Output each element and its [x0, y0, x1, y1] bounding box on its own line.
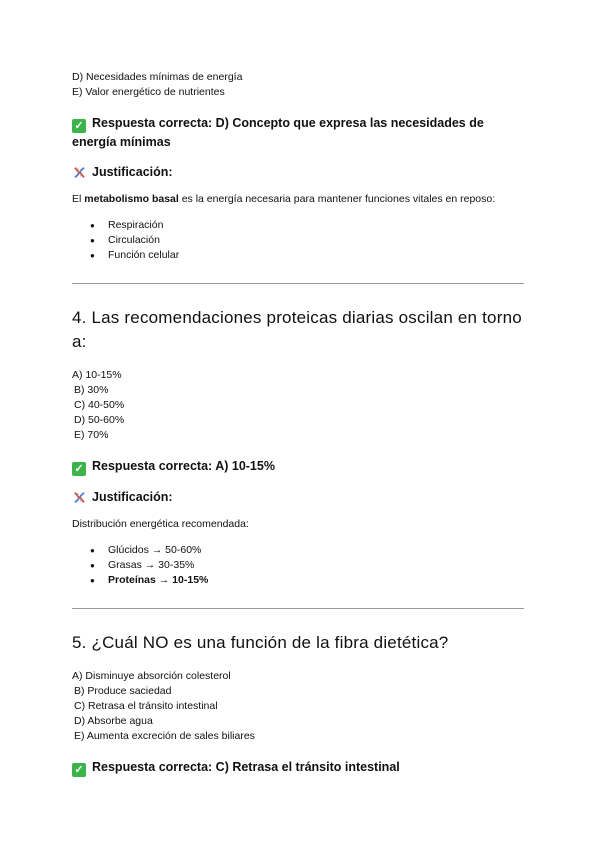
q5-option-c: C) Retrasa el tránsito intestinal: [74, 700, 218, 712]
q4-option-e: E) 70%: [74, 429, 109, 441]
q5-title: 5. ¿Cuál NO es una función de la fibra dietética?: [72, 633, 449, 652]
q3-justification-text: [72, 192, 528, 207]
q3-para-suffix: es la energía necesaria para mantener funciones vitales en reposo:: [178, 193, 496, 205]
q3-correct-answer: [72, 114, 528, 151]
q4-justification-label: Justificación:: [92, 490, 173, 504]
q3-justification-heading: [72, 163, 528, 181]
q4-option-c: C) 40-50%: [74, 399, 125, 411]
q5-options: [72, 669, 528, 744]
q5-option-a: A) Disminuye absorción colesterol: [72, 670, 231, 682]
q4-justification-text: Distribución energética recomendada:: [72, 518, 249, 530]
q5-option-b: B) Produce saciedad: [74, 685, 172, 697]
dna-icon: [72, 490, 87, 505]
q3-para-bold: metabolismo basal: [84, 193, 179, 205]
q4-title: 4. Las recomendaciones proteicas diarias oscilan en torno a:: [72, 308, 522, 351]
q3-bullet-list: [72, 218, 528, 263]
list-item: ● Circulación: [72, 233, 528, 248]
q4-options: [72, 368, 528, 443]
q4-option-d: D) 50-60%: [74, 414, 125, 426]
check-mark-icon: ✓: [72, 763, 86, 777]
q5-correct-answer: [72, 758, 528, 777]
q3-answer-text: Respuesta correcta: D) Concepto que expresa las necesidades de energía mínimas: [72, 116, 484, 149]
q5-option-e: E) Aumenta excreción de sales biliares: [74, 730, 255, 742]
q4-option-b: B) 30%: [74, 384, 109, 396]
list-item: ● Glúcidos → 50-60%: [72, 543, 528, 558]
q4-bullet-list: [72, 543, 528, 588]
q3-options: [72, 70, 528, 100]
q3-option-e: E) Valor energético de nutrientes: [72, 86, 225, 98]
dna-icon: [72, 165, 87, 180]
q5-option-d: D) Absorbe agua: [74, 715, 153, 727]
list-item: ● Función celular: [72, 248, 528, 263]
q3-para-prefix: El: [72, 193, 85, 205]
q4-option-a: A) 10-15%: [72, 369, 122, 381]
q3-justification-label: Justificación:: [92, 165, 173, 179]
list-item: ● Proteínas → 10-15%: [72, 573, 528, 588]
list-item: ● Respiración: [72, 218, 528, 233]
list-item: ● Grasas → 30-35%: [72, 558, 528, 573]
check-mark-icon: ✓: [72, 462, 86, 476]
q4-justification-heading: [72, 488, 528, 506]
check-mark-icon: ✓: [72, 119, 86, 133]
q5-answer-text: Respuesta correcta: C) Retrasa el tránsito intestinal: [92, 760, 400, 774]
q4-answer-text: Respuesta correcta: A) 10-15%: [92, 459, 275, 473]
q3-option-d: D) Necesidades mínimas de energía: [72, 71, 243, 83]
document-page: [72, 70, 528, 777]
q4-correct-answer: [72, 457, 528, 476]
